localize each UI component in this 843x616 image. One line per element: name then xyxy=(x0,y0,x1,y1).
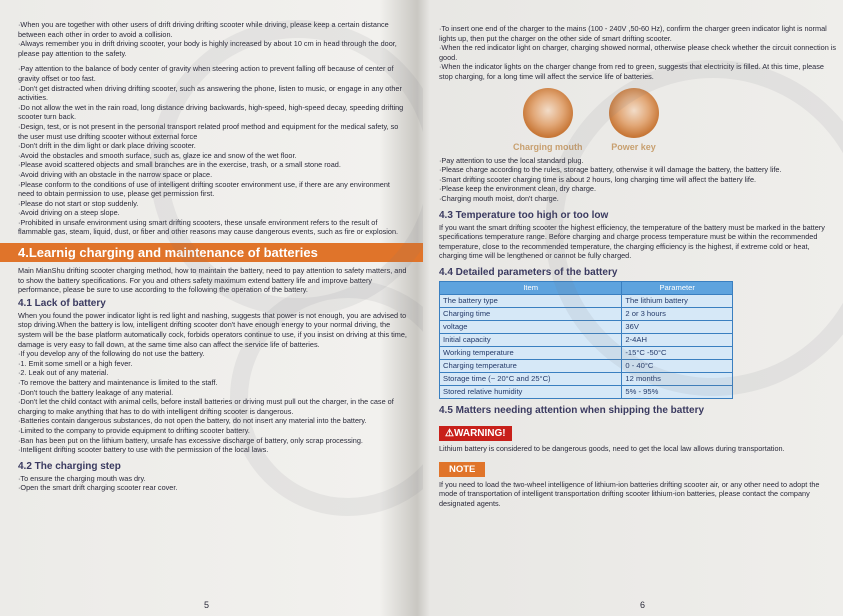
safety-item: ·Pay attention to the balance of body center of gravity when steering action to prevent falling off because of center of gravity offset or too fast. xyxy=(18,64,394,83)
table-cell: 0 - 40°C xyxy=(622,359,733,372)
list-item: ·Batteries contain dangerous substances, do not open the battery, do not insert any material into the battery. xyxy=(18,416,367,426)
list-item: ·When the red indicator light on charger, charging showed normal, otherwise please check whether the circuit connection is good. xyxy=(439,43,837,62)
list-item: ·To ensure the charging mouth was dry. xyxy=(18,473,146,483)
safety-item: ·Avoid driving with an obstacle in the narrow space or place. xyxy=(18,169,213,179)
table-cell: The lithium battery xyxy=(622,294,733,307)
list-item: ·Limited to the company to provide equipment to drifting scooter battery. xyxy=(18,425,250,435)
section-4-1-body: When you found the power indicator light is red light and nashing, suggests that power is not enough, you are advised to stop driving.When the battery is low, intelligent drifting scooter don't have enough energy to your normal driving, the system will be the base platform automatically cock, forbids operators continue to use, if you insist on driving at this time, damage is very easy to fall down, at the same time also can affect the service life of batteries. xyxy=(18,310,407,349)
table-cell: Storage time (~ 20°C and 25°C) xyxy=(440,372,622,385)
safety-item: ·Don't drift in the dim light or dark place driving scooter. xyxy=(18,141,196,151)
section-4-1-heading: 4.1 Lack of battery xyxy=(18,297,106,309)
table-cell: -15°C -50°C xyxy=(622,346,733,359)
table-cell: 36V xyxy=(622,320,733,333)
list-item: ·Please keep the environment clean, dry charge. xyxy=(439,184,596,194)
list-item: ·To insert one end of the charger to the mains (100 - 240V ,50-60 Hz), confirm the charger green indicator light is normal lights up, then put the charger on the other side of smart drifting scooter. xyxy=(439,24,827,43)
table-cell: Stored relative humidity xyxy=(440,385,622,398)
page-number: 6 xyxy=(640,600,646,610)
right-page xyxy=(425,0,843,616)
list-item: ·When the indicator lights on the charger change from red to green, suggests that electricity is filled. At this time, please stop charging, for a long time will affect the service life of batteries. xyxy=(439,62,824,81)
table-cell: Working temperature xyxy=(440,346,622,359)
list-item: ·1. Emit some smell or a high fever. xyxy=(18,358,133,368)
section-4-heading: 4.Learnig charging and maintenance of batteries xyxy=(0,243,423,262)
list-item: ·Charging mouth moist, don't charge. xyxy=(439,193,559,203)
figure-caption: Charging mouth xyxy=(513,141,583,152)
section-4-intro: Main MianShu drifting scooter charging method, how to maintain the battery, need to pay attention to safety matters, and to show the battery specifications. For you and others safety maximum extend battery life and improve battery performance, please be sure to use according to the following the operation of the battery. xyxy=(18,266,407,295)
section-4-4-heading: 4.4 Detailed parameters of the battery xyxy=(439,266,618,278)
safety-item: ·Please do not start or stop suddenly. xyxy=(18,198,139,208)
column-header: Item xyxy=(440,281,622,294)
table-cell: Initial capacity xyxy=(440,333,622,346)
warning-text: Lithium battery is considered to be dangerous goods, need to get the local law allows during transportation. xyxy=(439,443,785,453)
charging-mouth-photo xyxy=(523,88,573,138)
list-item: ·If you develop any of the following do not use the battery. xyxy=(18,349,205,359)
section-4-3-heading: 4.3 Temperature too high or too low xyxy=(439,209,609,221)
page-number: 5 xyxy=(204,600,210,610)
list-item: ·To remove the battery and maintenance is limited to the staff. xyxy=(18,378,218,387)
safety-item: ·Please conform to the conditions of use of intelligent drifting scooter environment use, if there are any environment need to obtain permission to use, please get permission first. xyxy=(18,179,390,199)
table-cell: 2 or 3 hours xyxy=(622,307,733,320)
list-item: ·Pay attention to use the local standard plug. xyxy=(439,155,584,165)
list-item: ·Intelligent drifting scooter battery to use with the permission of the local laws. xyxy=(18,445,269,455)
list-item: ·Please charge according to the rules, storage battery, otherwise it will damage the battery, the battery life. xyxy=(439,165,782,175)
warning-badge: ⚠WARNING! xyxy=(439,426,512,441)
table-cell: 12 months xyxy=(622,372,733,385)
safety-item: ·When you are together with other users of drift driving drifting scooter while driving, please keep a certain distance between each other in order to avoid a collision. xyxy=(18,20,389,39)
section-4-2-heading: 4.2 The charging step xyxy=(18,460,121,472)
table-cell: Charging temperature xyxy=(440,359,622,372)
figure-caption: Power key xyxy=(611,141,656,152)
safety-item: ·Avoid driving on a steep slope. xyxy=(18,208,120,218)
note-badge: NOTE xyxy=(439,462,485,477)
safety-item: ·Prohibited in unsafe environment using smart drifting scooters, these unsafe environment refers to the result of flammable gas, steam, liquid, dust, or fiber and other reasons may cause dangerous events, such as fire or explosion. xyxy=(18,217,399,237)
list-item: ·Ban has been put on the lithium battery, unsafe has excessive discharge of battery, only scrap processing. xyxy=(18,435,363,445)
table-cell: The battery type xyxy=(440,294,622,307)
section-4-5-heading: 4.5 Matters needing attention when shipping the battery xyxy=(439,404,705,416)
safety-item: ·Avoid the obstacles and smooth surface, such as, glaze ice and snow of the wet floor. xyxy=(18,150,297,160)
list-item: ·Don't touch the battery leakage of any material. xyxy=(18,387,174,397)
list-item: ·2. Leak out of any material. xyxy=(18,368,109,378)
safety-item: ·Don't get distracted when driving drifting scooter, such as answering the phone, listen to music, or engage in any other activities. xyxy=(18,83,402,103)
section-4-3-body: If you want the smart drifting scooter the highest efficiency, the temperature of the battery must be marked in the battery specifications temperature range. Before charging and charge process temperature must be within the recommended temperature, close to the recommended temperature, the charging efficiency is the highest, if extreme cold or heat, charging time will be lengthened or cannot be fully charged. xyxy=(439,222,825,261)
list-item: ·Smart drifting scooter charging time is about 2 hours, long charging time will affect the battery life. xyxy=(439,174,757,184)
column-header: Parameter xyxy=(622,281,733,294)
list-item: ·Don't let the child contact with animal cells, before install batteries or driving must pull out the charger, in the case of charging to make anything that has to do with intelligent drifting scooter is dangerous. xyxy=(18,397,394,416)
safety-item: ·Do not allow the wet in the rain road, long distance driving backwards, high-speed, high-speed decay, speeding drifting scooter turn back. xyxy=(18,102,404,122)
table-cell: Charging time xyxy=(440,307,622,320)
safety-item: ·Always remember you in drift driving scooter, your body is highly increased by about 10 cm in head through the door, please pay attention to the safety. xyxy=(18,39,397,58)
safety-item: ·Please avoid scattered objects and small branches are in the exercise, trash, or a small stone road. xyxy=(18,160,341,170)
table-cell: 5% - 95% xyxy=(622,385,733,398)
table-cell: voltage xyxy=(440,320,622,333)
table-cell: 2-4AH xyxy=(622,333,733,346)
safety-item: ·Design, test, or is not present in the personal transport related proof method and equipment for the medical safety, so the user must use drifting scooter without external force xyxy=(18,121,399,141)
note-text: If you need to load the two-wheel intelligence of lithium-ion batteries drifting scooter air, or any other need to adopt the mode of transportation of intelligent transportation drifting scooter lithium-ion batteries, please contact the company designated agents. xyxy=(439,479,820,508)
list-item: ·Open the smart drift charging scooter rear cover. xyxy=(18,483,178,493)
